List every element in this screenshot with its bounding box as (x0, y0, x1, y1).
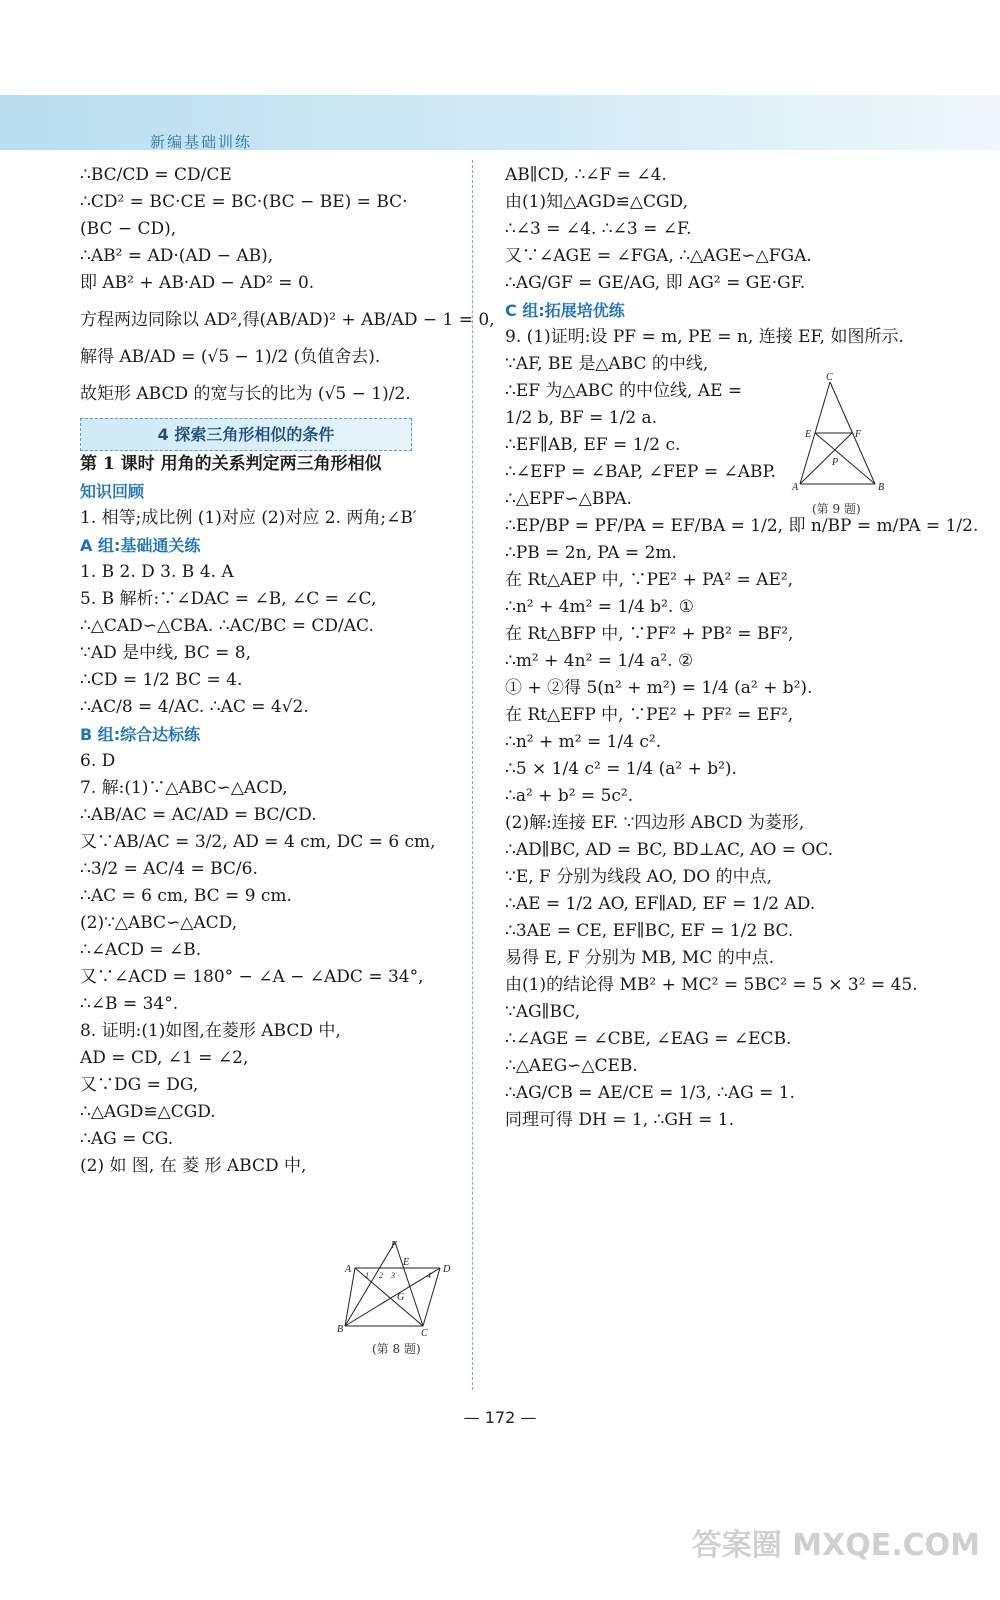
text-line: 6. D (80, 751, 116, 771)
fig8-label: F (391, 1240, 398, 1251)
text-line: ∵AF, BE 是△ABC 的中线, (505, 354, 709, 374)
text-line: ∴△EPF∽△BPA. (505, 489, 632, 509)
text-line: ∴AG = CG. (80, 1129, 174, 1149)
figure-9-triangle (790, 372, 900, 497)
fig8-label: B (337, 1324, 344, 1335)
text-line: 在 Rt△AEP 中, ∵PE² + PA² = AE², (505, 570, 794, 590)
text-line: ∴EP/BP = PF/PA = EF/BA = 1/2, 即 n/BP = m/PA = 1/2. (505, 516, 979, 536)
text-line: ∴CD = 1/2 BC = 4. (80, 670, 243, 690)
text-line: ∵E, F 分别为线段 AO, DO 的中点, (505, 867, 773, 887)
text-line: ∵AG∥BC, (505, 1002, 581, 1022)
text-line: ∴n² + 4m² = 1/4 b². ① (505, 597, 694, 617)
text-line: 解得 AB/AD = (√5 − 1)/2 (负值舍去). (80, 347, 381, 367)
text-line: AD = CD, ∠1 = ∠2, (80, 1048, 249, 1068)
fig9-label: E (805, 429, 812, 440)
text-line: 5. B 解析:∵∠DAC = ∠B, ∠C = ∠C, (80, 589, 377, 609)
text-line: 故矩形 ABCD 的宽与长的比为 (√5 − 1)/2. (80, 384, 411, 404)
text-line: ∴∠EFP = ∠BAP, ∠FEP = ∠ABP. (505, 462, 776, 482)
text-line: ∴△AEG∽△CEB. (505, 1056, 638, 1076)
text-line: ∴∠B = 34°. (80, 994, 179, 1014)
text-line: ∴5 × 1/4 c² = 1/4 (a² + b²). (505, 759, 737, 779)
text-line: 1. B 2. D 3. B 4. A (80, 562, 234, 582)
text-line: ∴AB² = AD·(AD − AB), (80, 246, 274, 266)
fig8-label: G (397, 1292, 405, 1303)
figure-8-caption: (第 8 题) (372, 1342, 421, 1356)
right-column (505, 162, 979, 1134)
text-line: 又∵AB/AC = 3/2, AD = 4 cm, DC = 6 cm, (80, 832, 436, 852)
text-line: ∴AG/GF = GE/AG, 即 AG² = GE·GF. (505, 273, 806, 293)
text-line: ① + ②得 5(n² + m²) = 1/4 (a² + b²). (505, 678, 813, 698)
fig8-label: 2 (379, 1271, 383, 1280)
text-line: ∴△AGD≌△CGD. (80, 1102, 216, 1122)
fig8-label: E (403, 1257, 410, 1268)
text-line: 方程两边同除以 AD²,得(AB/AD)² + AB/AD − 1 = 0, (80, 310, 495, 330)
text-line: (BC − CD), (80, 219, 177, 239)
text-line: ∴AB/AC = AC/AD = BC/CD. (80, 805, 317, 825)
fig8-label: A (345, 1264, 352, 1275)
fig9-label: A (792, 482, 799, 493)
text-line: (2)∵△ABC∽△ACD, (80, 913, 238, 933)
figure-8-rhombus (335, 1238, 460, 1338)
text-line: 1/2 b, BF = 1/2 a. (505, 408, 658, 428)
text-line: ∴3/2 = AC/4 = BC/6. (80, 859, 258, 879)
fig9-label: F (855, 429, 862, 440)
text-line: ∴AE = 1/2 AO, EF∥AD, EF = 1/2 AD. (505, 894, 816, 914)
text-line: 1. 相等;成比例 (1)对应 (2)对应 2. 两角;∠B′ (80, 508, 417, 528)
text-line: ∴EF 为△ABC 的中位线, AE = (505, 381, 743, 401)
text-line: ∴∠AGE = ∠CBE, ∠EAG = ∠ECB. (505, 1029, 792, 1049)
text-line: 由(1)知△AGD≌△CGD, (505, 192, 688, 212)
text-line: 8. 证明:(1)如图,在菱形 ABCD 中, (80, 1021, 341, 1041)
fig8-line (395, 1242, 423, 1326)
text-line: 即 AB² + AB·AD − AD² = 0. (80, 273, 315, 293)
text-line: 又∵∠AGE = ∠FGA, ∴△AGE∽△FGA. (505, 246, 812, 266)
text-line: ∴△CAD∽△CBA. ∴AC/BC = CD/AC. (80, 616, 374, 636)
group-heading: B 组:综合达标练 (80, 725, 201, 744)
lesson-title: 第 1 课时 用角的关系判定两三角形相似 (80, 454, 382, 474)
fig8-label: 3 (391, 1271, 395, 1280)
text-line: ∴AC = 6 cm, BC = 9 cm. (80, 886, 292, 906)
header-title: 新编基础训练 (150, 133, 253, 151)
fig9-line (815, 433, 875, 484)
group-heading: 知识回顾 (80, 482, 145, 501)
fig8-label: C (421, 1328, 428, 1338)
text-line: ∵AD 是中线, BC = 8, (80, 643, 252, 663)
group-heading: A 组:基础通关练 (80, 536, 201, 555)
text-line: ∴CD² = BC·CE = BC·(BC − BE) = BC· (80, 192, 408, 212)
text-line: 又∵DG = DG, (80, 1075, 199, 1095)
watermark-logo: 答案圈 MXQE.COM (691, 1528, 980, 1563)
text-line: (2) 如 图, 在 菱 形 ABCD 中, (80, 1156, 307, 1176)
fig9-label: B (878, 482, 885, 493)
text-line: ∴n² + m² = 1/4 c². (505, 732, 662, 752)
text-line: 易得 E, F 分别为 MB, MC 的中点. (505, 948, 775, 968)
text-line: ∴∠3 = ∠4. ∴∠3 = ∠F. (505, 219, 692, 239)
text-line: 同理可得 DH = 1, ∴GH = 1. (505, 1110, 735, 1130)
text-line: 在 Rt△BFP 中, ∵PF² + PB² = BF², (505, 624, 794, 644)
fig9-label: P (832, 457, 839, 468)
group-heading: C 组:拓展培优练 (505, 301, 625, 320)
text-line: 在 Rt△EFP 中, ∵PE² + PF² = EF², (505, 705, 794, 725)
figure-9-caption: (第 9 题) (812, 502, 861, 516)
text-line: ∴m² + 4n² = 1/4 a². ② (505, 651, 694, 671)
left-column (80, 162, 495, 1180)
text-line: ∴AD∥BC, AD = BC, BD⊥AC, AO = OC. (505, 840, 834, 860)
text-line: ∴PB = 2n, PA = 2m. (505, 543, 677, 563)
text-line: 9. (1)证明:设 PF = m, PE = n, 连接 EF, 如图所示. (505, 327, 904, 347)
text-line: ∴AC/8 = 4/AC. ∴AC = 4√2. (80, 697, 309, 717)
text-line: ∴BC/CD = CD/CE (80, 165, 232, 185)
section-heading: 4 探索三角形相似的条件 (80, 418, 412, 451)
text-line: ∴AG/CB = AE/CE = 1/3, ∴AG = 1. (505, 1083, 795, 1103)
page-number: — 172 — (463, 1408, 537, 1427)
text-line: ∴a² + b² = 5c². (505, 786, 634, 806)
text-line: ∴∠ACD = ∠B. (80, 940, 202, 960)
text-line: ∴EF∥AB, EF = 1/2 c. (505, 435, 681, 455)
fig8-label: D (443, 1264, 451, 1275)
text-line: 7. 解:(1)∵△ABC∽△ACD, (80, 778, 288, 798)
column-divider (472, 160, 473, 1390)
fig8-label: 4 (427, 1271, 431, 1280)
text-line: 由(1)的结论得 MB² + MC² = 5BC² = 5 × 3² = 45. (505, 975, 918, 995)
fig8-label: 1 (365, 1271, 369, 1280)
text-line: AB∥CD, ∴∠F = ∠4. (505, 165, 667, 185)
fig9-label: C (826, 372, 833, 383)
text-line: 又∵∠ACD = 180° − ∠A − ∠ADC = 34°, (80, 967, 424, 987)
text-line: ∴3AE = CE, EF∥BC, EF = 1/2 BC. (505, 921, 794, 941)
text-line: (2)解:连接 EF. ∵四边形 ABCD 为菱形, (505, 813, 805, 833)
